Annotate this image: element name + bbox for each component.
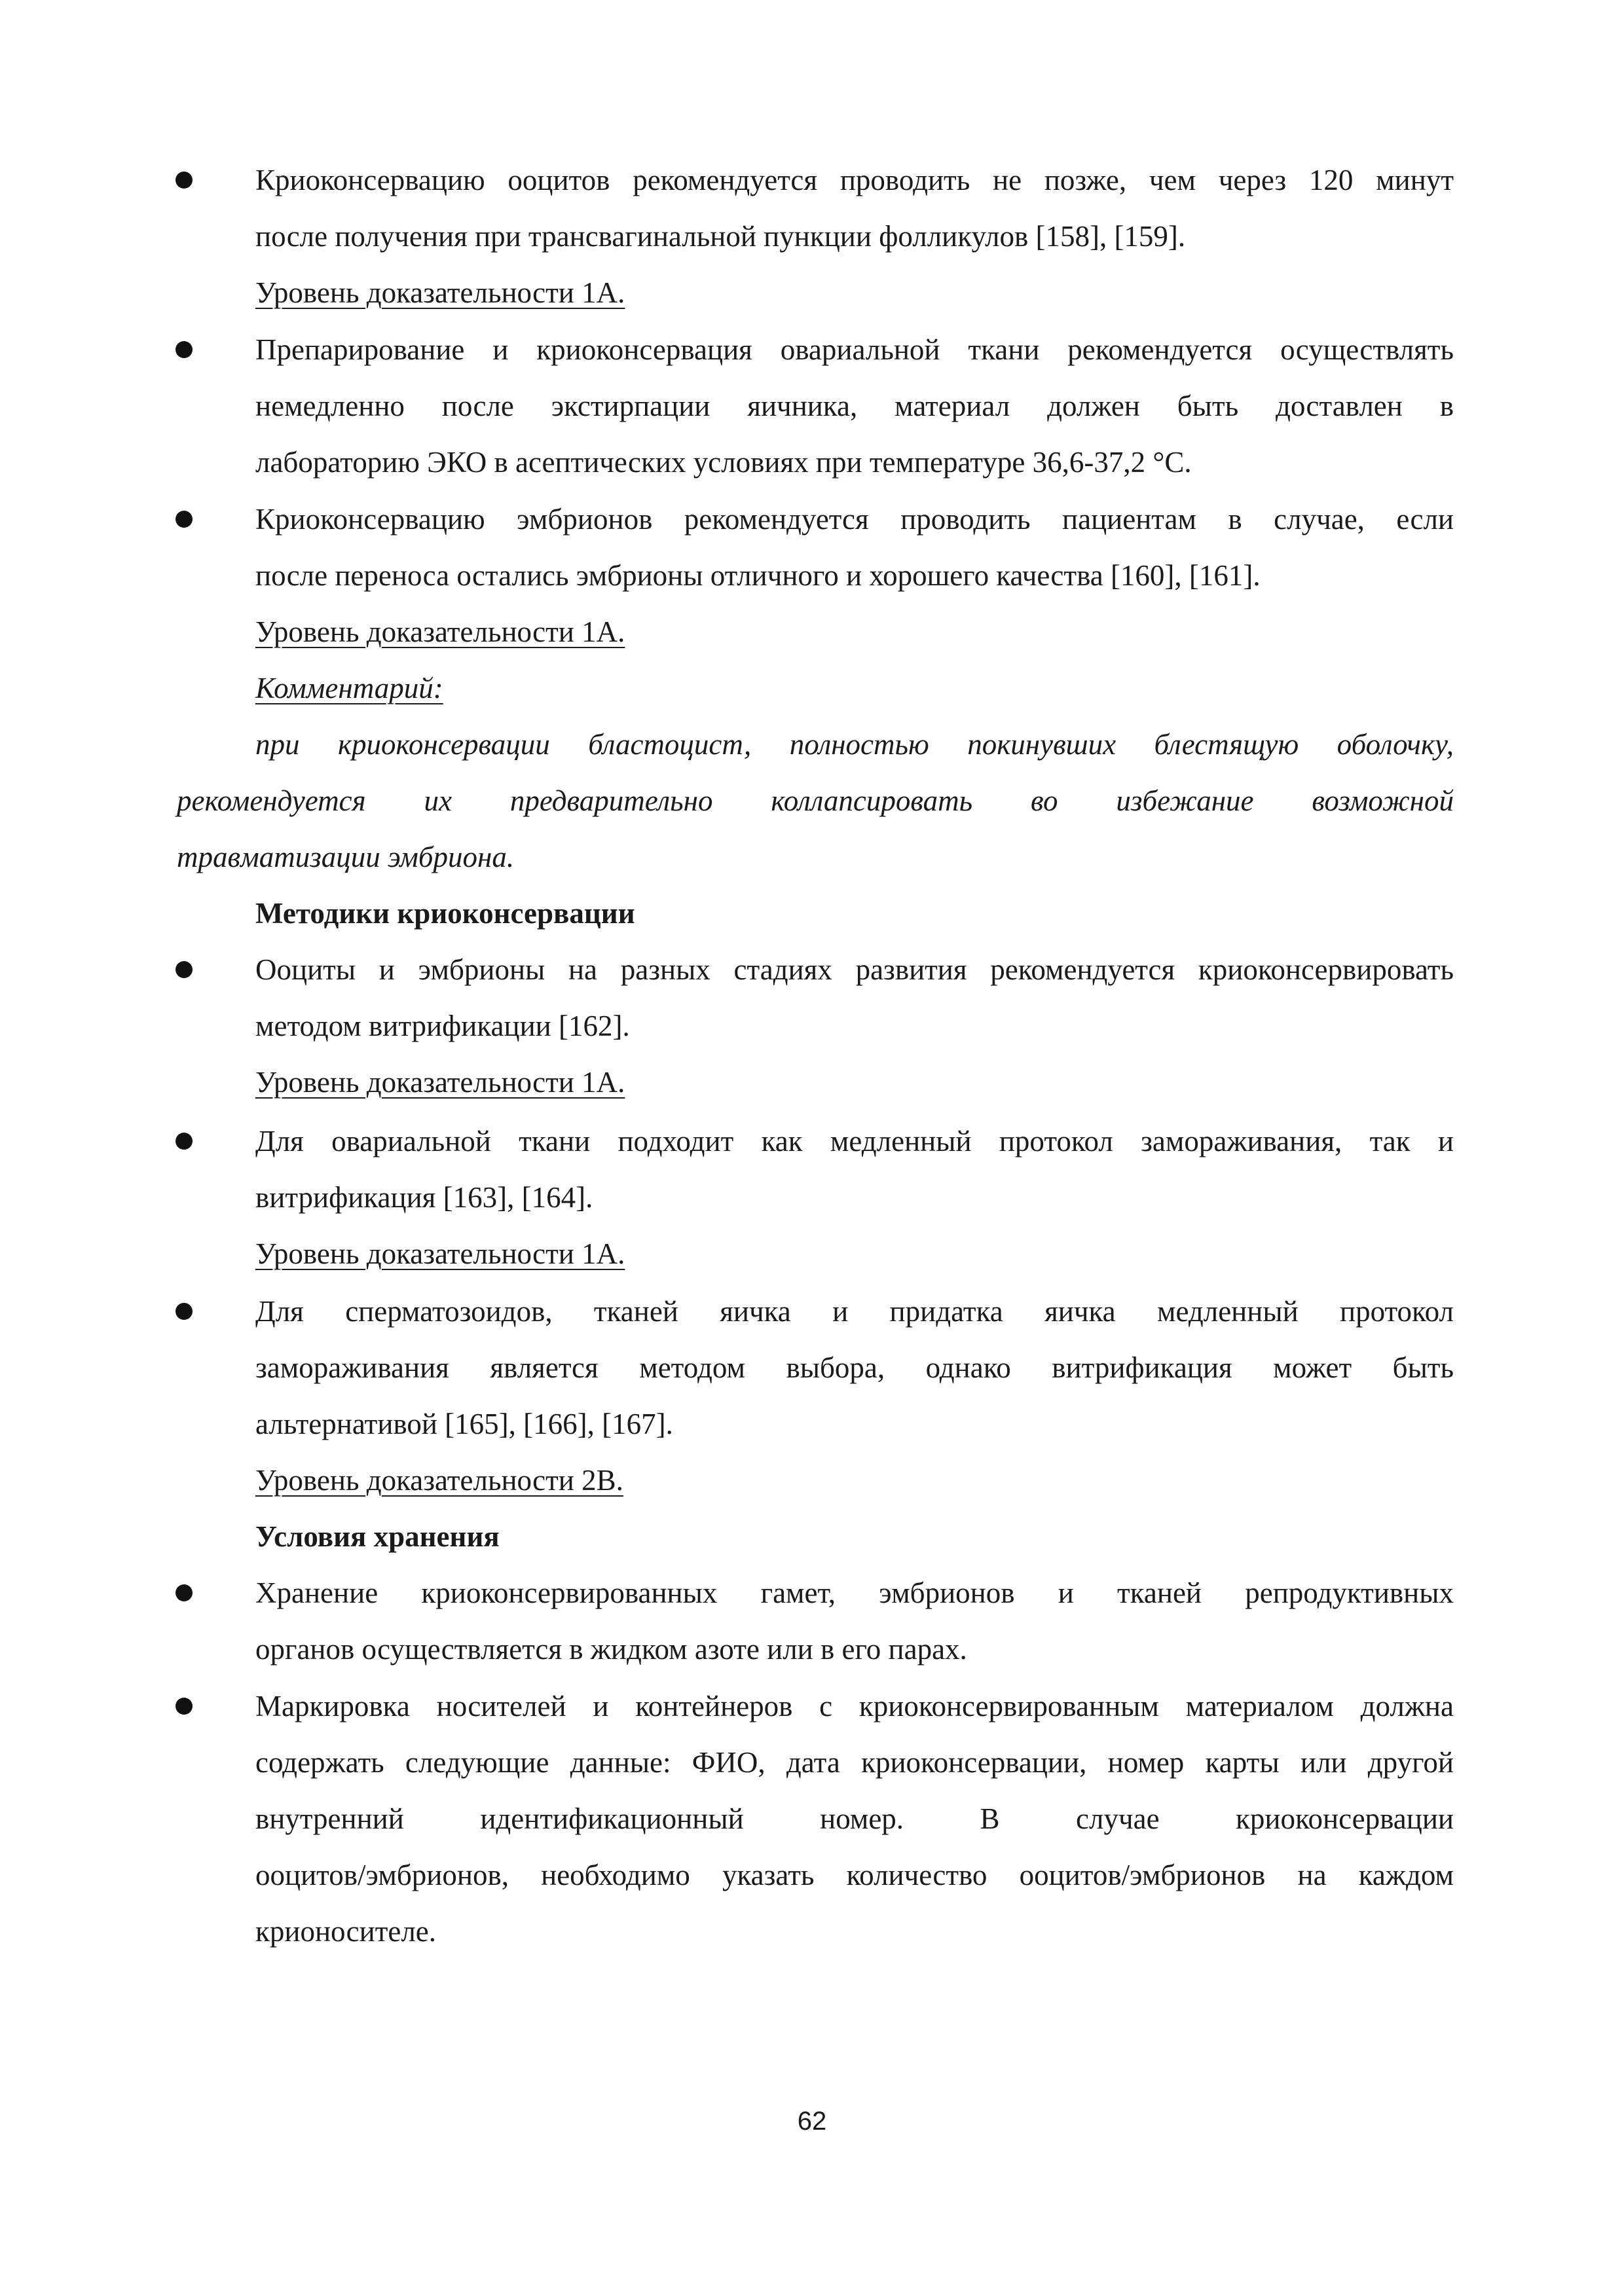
evidence-level: Уровень доказательности 1А. bbox=[255, 615, 625, 648]
paragraph-line: альтернативой [165], [166], [167]. bbox=[255, 1408, 673, 1440]
evidence-level: Уровень доказательности 1А. bbox=[255, 1066, 625, 1099]
bullet-icon bbox=[175, 172, 193, 189]
section-heading: Условия хранения bbox=[255, 1520, 500, 1553]
paragraph-line: замораживания является методом выбора, однако витрификация может быть bbox=[255, 1351, 1454, 1384]
bullet-icon bbox=[175, 1584, 193, 1601]
comment-line: травматизации эмбриона. bbox=[177, 841, 515, 873]
section-heading: Методики криоконсервации bbox=[255, 897, 635, 930]
paragraph-line: Криоконсервацию эмбрионов рекомендуется проводить пациентам в случае, если bbox=[255, 503, 1454, 536]
bullet-icon bbox=[175, 511, 193, 528]
paragraph-line: Препарирование и криоконсервация овариальной ткани рекомендуется осуществлять bbox=[255, 333, 1454, 366]
page-number: 62 bbox=[797, 2107, 827, 2136]
bullet-icon bbox=[175, 1303, 193, 1320]
paragraph-line: Для сперматозоидов, тканей яичка и придатка яичка медленный протокол bbox=[255, 1295, 1454, 1328]
paragraph-line: органов осуществляется в жидком азоте или в его парах. bbox=[255, 1633, 967, 1666]
paragraph-line: внутренний идентификационный номер. В случае криоконсервации bbox=[255, 1802, 1454, 1835]
evidence-level: Уровень доказательности 1А. bbox=[255, 276, 625, 309]
bullet-icon bbox=[175, 1698, 193, 1715]
bullet-icon bbox=[175, 341, 193, 358]
paragraph-line: крионосителе. bbox=[255, 1915, 437, 1948]
paragraph-line: содержать следующие данные: ФИО, дата криоконсервации, номер карты или другой bbox=[255, 1746, 1454, 1779]
evidence-level: Уровень доказательности 1А. bbox=[255, 1237, 625, 1270]
comment-line: при криоконсервации бластоцист, полностью покинувших блестящую оболочку, bbox=[255, 728, 1454, 761]
comment-label: Комментарий: bbox=[255, 672, 443, 704]
paragraph-line: после получения при трансвагинальной пункции фолликулов [158], [159]. bbox=[255, 220, 1186, 253]
paragraph-line: методом витрификации [162]. bbox=[255, 1010, 630, 1042]
evidence-level: Уровень доказательности 2В. bbox=[255, 1464, 623, 1497]
comment-line: рекомендуется их предварительно коллапсировать во избежание возможной bbox=[177, 784, 1454, 817]
paragraph-line: немедленно после экстирпации яичника, материал должен быть доставлен в bbox=[255, 390, 1454, 422]
paragraph-line: Для овариальной ткани подходит как медленный протокол замораживания, так и bbox=[255, 1125, 1454, 1157]
bullet-icon bbox=[175, 1133, 193, 1150]
paragraph-line: лабораторию ЭКО в асептических условиях при температуре 36,6-37,2 °С. bbox=[255, 446, 1192, 479]
paragraph-line: после переноса остались эмбрионы отличного и хорошего качества [160], [161]. bbox=[255, 559, 1261, 592]
paragraph-line: витрификация [163], [164]. bbox=[255, 1181, 593, 1214]
paragraph-line: Маркировка носителей и контейнеров с криоконсервированным материалом должна bbox=[255, 1690, 1454, 1722]
paragraph-line: Криоконсервацию ооцитов рекомендуется проводить не позже, чем через 120 минут bbox=[255, 164, 1454, 196]
bullet-icon bbox=[175, 961, 193, 978]
paragraph-line: Ооциты и эмбрионы на разных стадиях развития рекомендуется криоконсервировать bbox=[255, 953, 1454, 986]
paragraph-line: Хранение криоконсервированных гамет, эмбрионов и тканей репродуктивных bbox=[255, 1576, 1454, 1609]
paragraph-line: ооцитов/эмбрионов, необходимо указать количество ооцитов/эмбрионов на каждом bbox=[255, 1859, 1454, 1891]
